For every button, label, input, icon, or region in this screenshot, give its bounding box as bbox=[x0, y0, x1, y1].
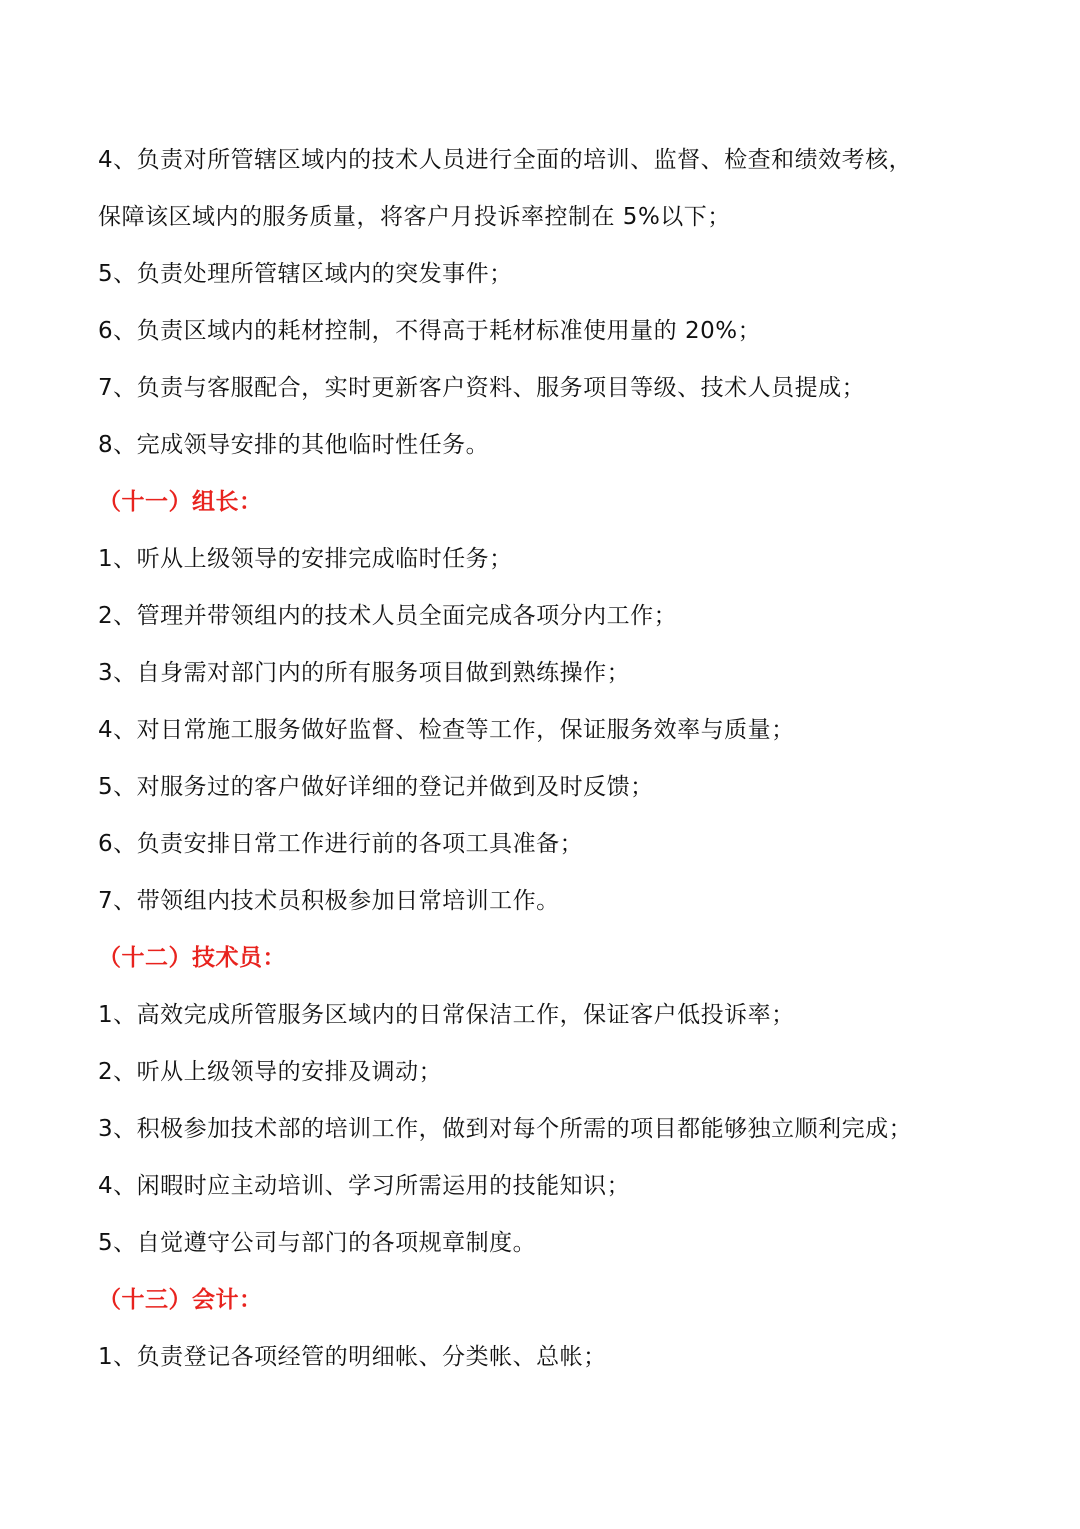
section-heading-team-leader: （十一）组长： bbox=[98, 489, 263, 515]
duty-item: 4、闲暇时应主动培训、学习所需运用的技能知识； bbox=[98, 1173, 631, 1199]
duty-item: 7、带领组内技术员积极参加日常培训工作。 bbox=[98, 888, 560, 914]
duty-item-continued: 保障该区域内的服务质量，将客户月投诉率控制在 5%以下； bbox=[98, 204, 731, 230]
duty-item: 1、听从上级领导的安排完成临时任务； bbox=[98, 546, 513, 572]
duty-item: 8、完成领导安排的其他临时性任务。 bbox=[98, 432, 490, 458]
duty-item: 2、听从上级领导的安排及调动； bbox=[98, 1059, 443, 1085]
duty-item: 5、负责处理所管辖区域内的突发事件； bbox=[98, 261, 513, 287]
duty-item: 7、负责与客服配合，实时更新客户资料、服务项目等级、技术人员提成； bbox=[98, 375, 866, 401]
duty-item: 3、积极参加技术部的培训工作，做到对每个所需的项目都能够独立顺利完成； bbox=[98, 1116, 913, 1142]
document-page bbox=[98, 135, 998, 1389]
duty-item: 5、自觉遵守公司与部门的各项规章制度。 bbox=[98, 1230, 537, 1256]
section-heading-technician: （十二）技术员： bbox=[98, 945, 286, 971]
duty-item: 6、负责区域内的耗材控制，不得高于耗材标准使用量的 20%； bbox=[98, 318, 762, 344]
duty-item: 4、对日常施工服务做好监督、检查等工作，保证服务效率与质量； bbox=[98, 717, 795, 743]
duty-item: 5、对服务过的客户做好详细的登记并做到及时反馈； bbox=[98, 774, 654, 800]
duty-item: 4、负责对所管辖区域内的技术人员进行全面的培训、监督、检查和绩效考核， bbox=[98, 147, 913, 173]
duty-item: 2、管理并带领组内的技术人员全面完成各项分内工作； bbox=[98, 603, 678, 629]
duty-item: 6、负责安排日常工作进行前的各项工具准备； bbox=[98, 831, 584, 857]
duty-item: 1、高效完成所管服务区域内的日常保洁工作，保证客户低投诉率； bbox=[98, 1002, 795, 1028]
duty-item: 3、自身需对部门内的所有服务项目做到熟练操作； bbox=[98, 660, 631, 686]
section-heading-accountant: （十三）会计： bbox=[98, 1287, 263, 1313]
duty-item: 1、负责登记各项经管的明细帐、分类帐、总帐； bbox=[98, 1344, 607, 1370]
